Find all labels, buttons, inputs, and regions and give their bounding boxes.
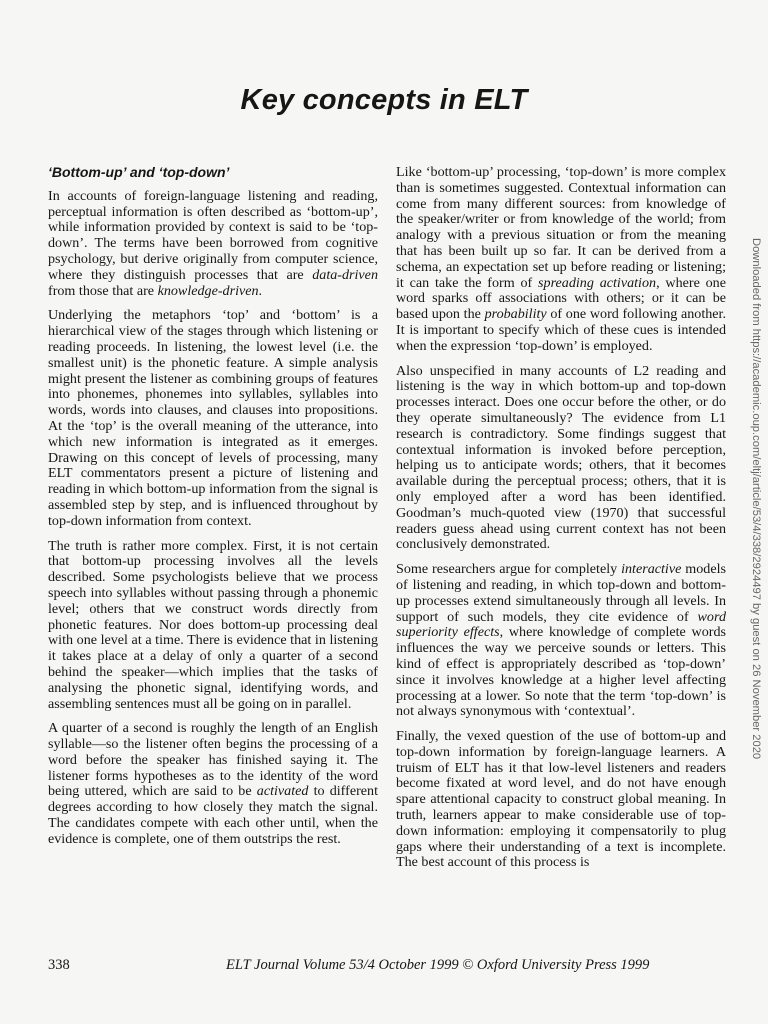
- text-run: to different degrees according to how closely they match the signal. The candidates compete with each other until, when the evidence is complete, one of them outstrips the rest.: [48, 783, 378, 847]
- text-run: Some researchers argue for completely: [396, 561, 622, 578]
- left-column: [48, 165, 378, 857]
- right-paragraphs: [396, 165, 726, 871]
- text-run: models of listening and reading, in which top-down and bottom-up processes extend simultaneously through all levels. In support of such models, they cite evidence of: [396, 561, 726, 625]
- text-run: Like ‘bottom-up’ processing, ‘top-down’ is more complex than is sometimes suggested. Contextual information can come from many different sources: from knowledge of the speaker/writer or from knowledge of the world; from analogy with a previous situation or from the meaning that has been built up so far. It can be derived from a schema, an expectation set up before reading or listening; it can take the form of: [396, 164, 726, 291]
- section-heading: ‘Bottom-up’ and ‘top-down’: [48, 164, 230, 180]
- paragraph: [48, 539, 378, 713]
- text-run: .: [258, 282, 263, 299]
- text-run: from those that are: [48, 282, 158, 299]
- paragraph: [396, 562, 726, 720]
- italic-term: knowledge-driven: [157, 282, 259, 299]
- download-notice: Downloaded from https://academic.oup.com/eltj/article/53/4/338/2924497 by guest on 26 November 2020: [750, 238, 762, 760]
- text-run: Underlying the metaphors ‘top’ and ‘bottom’ is a hierarchical view of the stages through which listening or reading proceeds. In listening, the lowest level (i.e. the smallest unit) is the phonetic feature. A simple analysis might present the listener as combining groups of features into phonemes, phonemes into syllables, syllables into words, words into clauses, and clauses into propositions. At the ‘top’ is the overall meaning of the utterance, into which new information is integrated as it emerges. Drawing on this concept of levels of processing, many ELT commentators present a picture of listening and reading in which bottom-up information from the signal is assembled step by step, and is influenced throughout by top-down information from context.: [48, 307, 378, 529]
- italic-term: spreading activation: [538, 274, 657, 291]
- italic-term: probability: [484, 306, 547, 323]
- text-run: Finally, the vexed question of the use of bottom-up and top-down information by foreign-language learners. A truism of ELT has it that low-level listeners and readers become fixated at word level, and do not have enough spare attentional capacity to construct global meaning. In truth, learners appear to make considerable use of top-down information: employing it compensatorily to plug gaps where their understanding of a text is incomplete. The best account of this process is: [396, 728, 726, 871]
- paragraph: [48, 308, 378, 529]
- text-run: In accounts of foreign-language listening and reading, perceptual information is often described as ‘bottom-up’, while information provided by context is said to be ‘top-down’. The terms have been borrowed from cognitive psychology, but derive originally from computer science, where they distinguish processes that are: [48, 187, 378, 283]
- journal-citation: ELT Journal Volume 53/4 October 1999 © Oxford University Press 1999: [226, 957, 650, 973]
- text-run: Also unspecified in many accounts of L2 reading and listening is the way in which bottom-up and top-down processes interact. Does one occur before the other, or do they operate simultaneously? The evidence from L1 research is contradictory. Some findings suggest that contextual information is invoked before perception, helping us to anticipate words; others, that it becomes available during the perceptual process; others, that it is only employed after a word has been identified. Goodman’s much-quoted view (1970) that successful readers guess ahead using current context has not been conclusively demonstrated.: [396, 362, 726, 553]
- article-title: Key concepts in ELT: [240, 84, 528, 116]
- paragraph: [48, 189, 378, 300]
- text-run: , where knowledge of complete words influences the way we perceive sounds or letters. This kind of effect is appropriately described as ‘top-down’ since it involves knowledge at a higher level affecting processing at a lower. So note that the term ‘top-down’ is not always synonymous with ‘contextual’.: [396, 624, 726, 720]
- text-run: of one word following another. It is important to specify which of these cues is intended when the expression ‘top-down’ is employed.: [396, 306, 726, 354]
- page-number: 338: [48, 957, 70, 973]
- paragraph: [396, 165, 726, 355]
- italic-term: data-driven: [312, 266, 378, 283]
- text-run: A quarter of a second is roughly the length of an English syllable—so the listener often begins the processing of a word before the speaker has finished saying it. The listener forms hypotheses as to the identity of the word being uttered, which are said to be: [48, 720, 378, 800]
- paragraph: [396, 364, 726, 554]
- left-paragraphs: [48, 189, 378, 848]
- italic-term: word superiority effects: [396, 608, 726, 641]
- text-run: , where one word sparks off associations with others; or it can be based upon the: [396, 274, 726, 323]
- italic-term: interactive: [621, 561, 682, 578]
- paragraph: [48, 721, 378, 847]
- right-column: [396, 165, 726, 880]
- italic-term: activated: [256, 783, 309, 800]
- text-run: The truth is rather more complex. First, it is not certain that bottom-up processing involves all the levels described. Some psychologists believe that we process speech into syllables without passing through a phonemic level; others that we construct words directly from phonetic features. Nor does bottom-up processing deal with one level at a time. There is evidence that in listening it takes place at a delay of only a quarter of a second behind the speaker—which implies that the tasks of analysing the phonetic signal, identifying words, and assembling sentences must all be going on in parallel.: [48, 537, 378, 712]
- paragraph: [396, 729, 726, 871]
